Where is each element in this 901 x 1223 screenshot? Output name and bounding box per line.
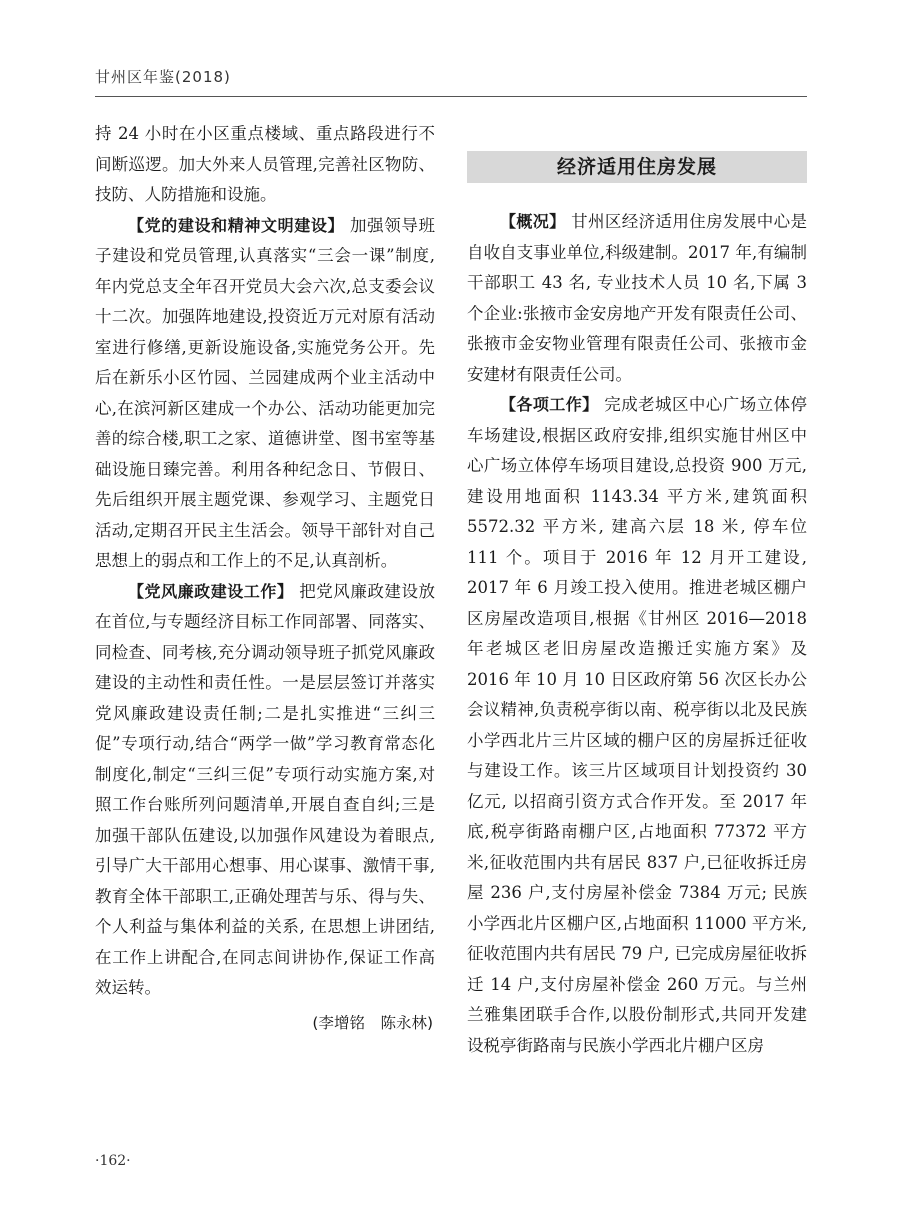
paragraph-heading: 【党风廉政建设工作】 (128, 581, 294, 601)
left-column (95, 119, 435, 1038)
paragraph-heading: 【党的建设和精神文明建设】 (128, 215, 345, 235)
page-number: ·162· (95, 1153, 131, 1169)
running-header-title: 甘州区年鉴(2018) (95, 68, 231, 86)
paragraph-body: 完成老城区中心广场立体停车场建设,根据区政府安排,组织实施甘州区中心广场立体停车场项目建设,总投资 900 万元,建设用地面积 1143.34 平方米,建筑面积 5572.32 平方米, 建高六层 18 米, 停车位 111 个。项目于 2016 年 12 月开工建设, 2017 年 6 月竣工投入使用。推进老城区棚户区房屋改造项目,根据《甘州区 2016—2018 年老城区老旧房屋改造搬迁实施方案》及 2016 年 10 月 10 日区政府第 56 次区长办公会议精神,负责税亭街以南、税亭街以北及民族小学西北片三片区域的棚户区的房屋拆迁征收与建设工作。该三片区域项目计划投资约 30 亿元, 以招商引资方式合作开发。至 2017 年底,税亭街路南棚户区,占地面积 77372 平方米,征收范围内共有居民 837 户,已征收拆迁房屋 236 户,支付房屋补偿金 7384 万元; 民族小学西北片区棚户区,占地面积 11000 平方米,征收范围内共有居民 79 户, 已完成房屋征收拆迁 14 户,支付房屋补偿金 260 万元。与兰州兰雅集团联手合作,以股份制形式,共同开发建设税亭街路南与民族小学西北片棚户区房 (467, 395, 807, 1055)
header-rule (95, 96, 807, 97)
right-column (467, 207, 807, 1061)
paragraph-continuation: 持 24 小时在小区重点楼域、重点路段进行不间断巡逻。加大外来人员管理,完善社区物防、技防、人防措施和设施。 (95, 124, 435, 204)
paragraph-body: 加强领导班子建设和党员管理,认真落实“三会一课”制度,年内党总支全年召开党员大会六次,总支委会议十二次。加强阵地建设,投资近万元对原有活动室进行修缮,更新设施设备,实施党务公开。先后在新乐小区竹园、兰园建成两个业主活动中心,在滨河新区建成一个办公、活动功能更加完善的综合楼,职工之家、道德讲堂、图书室等基础设施日臻完善。利用各种纪念日、节假日、先后组织开展主题党课、参观学习、主题党日活动,定期召开民主生活会。领导干部针对自己思想上的弱点和工作上的不足,认真剖析。 (95, 215, 435, 570)
paragraph-overview (467, 207, 807, 390)
paragraph-body: 甘州区经济适用住房发展中心是自收自支事业单位,科级建制。2017 年,有编制干部职工 43 名, 专业技术人员 10 名,下属 3 个企业:张掖市金安房地产开发有限责任公司、张掖市金安物业管理有限责任公司、张掖市金安建材有限责任公司。 (467, 212, 807, 384)
paragraph-heading: 【各项工作】 (500, 395, 599, 414)
section-title-banner: 经济适用住房发展 (467, 151, 807, 183)
paragraph-body: 把党风廉政建设放在首位,与专题经济目标工作同部署、同落实、同检查、同考核,充分调动领导班子抓党风廉政建设的主动性和责任性。一是层层签订并落实党风廉政建设责任制;二是扎实推进“三纠三促”专项行动,结合“两学一做”学习教育常态化制度化,制定“三纠三促”专项行动实施方案,对照工作台账所列问题清单,开展自查自纠;三是加强干部队伍建设,以加强作风建设为着眼点,引导广大干部用心想事、用心谋事、激情干事,教育全体干部职工,正确处理苦与乐、得与失、个人利益与集体利益的关系, 在思想上讲团结,在工作上讲配合,在同志间讲协作,保证工作高效运转。 (95, 581, 435, 997)
paragraph-party-building (95, 211, 435, 577)
author-signature: (李增铭 陈永林) (312, 1013, 433, 1032)
paragraph-heading: 【概况】 (500, 212, 566, 231)
paragraph-work-items (467, 390, 807, 1061)
paragraph-clean-governance (95, 577, 435, 1004)
